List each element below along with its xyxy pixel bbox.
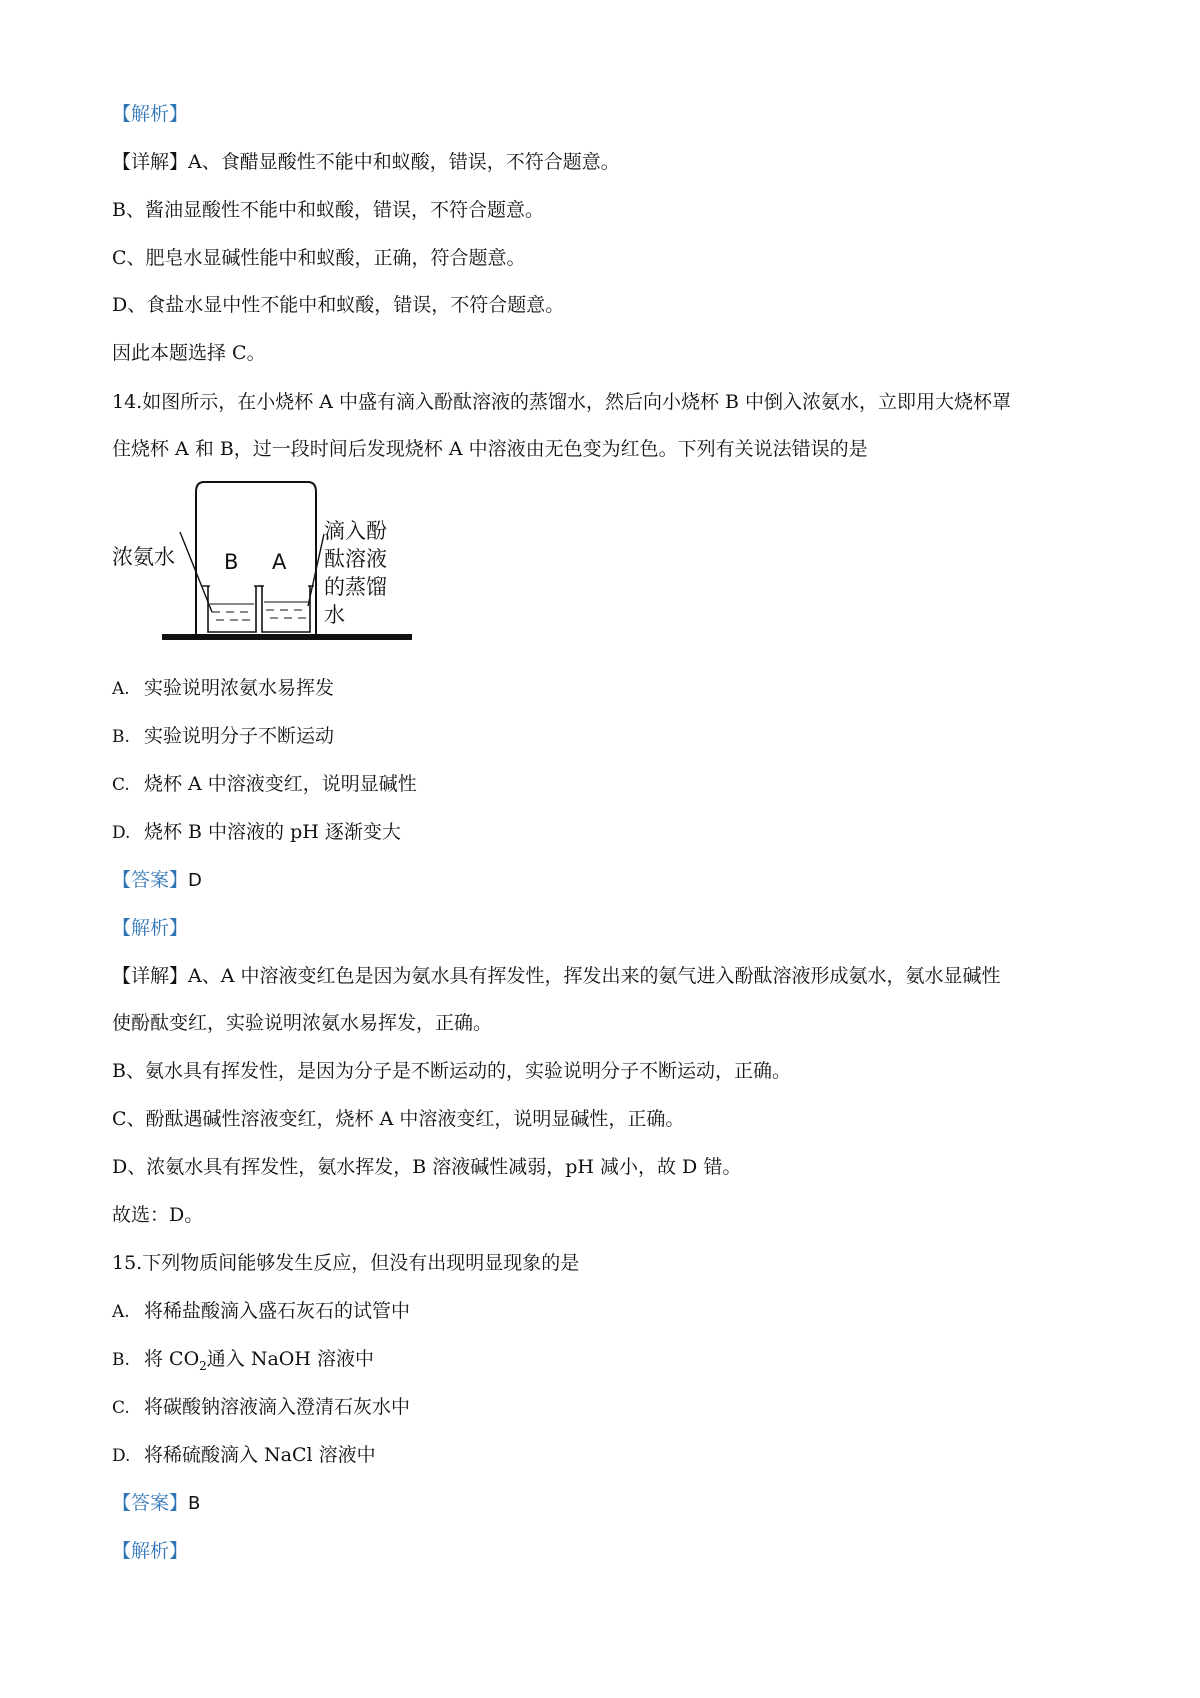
answer-tag: 【答案】 <box>112 1492 189 1514</box>
q15-option-b: B. 将 $CO_2$通入 NaOH 溶液中 <box>112 1348 374 1373</box>
label-b: B <box>224 550 239 574</box>
small-beaker-a <box>258 586 314 632</box>
detail-line-c: C、肥皂水显碱性能中和蚁酸，正确，符合题意。 <box>112 247 526 269</box>
base-plate <box>162 634 412 640</box>
q14-option-d: D. 烧杯 B 中溶液的 pH 逐渐变大 <box>112 821 401 843</box>
q15-analysis-tag: 【解析】 <box>112 1540 189 1562</box>
label-right-2: 酞溶液 <box>324 547 387 571</box>
answer-value: D <box>188 870 202 891</box>
detail-line-a <box>112 149 620 175</box>
detail-text: A、食醋显酸性不能中和蚁酸，错误，不符合题意。 <box>188 151 620 173</box>
detail-tag: 【详解】 <box>112 965 189 987</box>
q15-stem: 15.下列物质间能够发生反应，但没有出现明显现象的是 <box>112 1252 580 1274</box>
q14-answer <box>112 867 202 894</box>
q15-option-c: C. 将碳酸钠溶液滴入澄清石灰水中 <box>112 1396 411 1418</box>
detail-tag: 【详解】 <box>112 151 189 173</box>
label-right-1: 滴入酚 <box>324 519 387 543</box>
conclusion: 因此本题选择 C。 <box>112 342 266 364</box>
q14-detail-d: D、浓氨水具有挥发性，氨水挥发，B 溶液碱性减弱，pH 减小，故 D 错。 <box>112 1156 742 1178</box>
q14-stem-line2: 住烧杯 A 和 B，过一段时间后发现烧杯 A 中溶液由无色变为红色。下列有关说法错误的是 <box>112 438 868 460</box>
detail-line-d: D、食盐水显中性不能中和蚁酸，错误，不符合题意。 <box>112 294 565 316</box>
q14-option-a: A. 实验说明浓氨水易挥发 <box>112 677 335 699</box>
q15-answer <box>112 1490 200 1517</box>
label-ammonia: 浓氨水 <box>112 545 175 569</box>
q14-detail-a-line1: 【详解】A、A 中溶液变红色是因为氨水具有挥发性，挥发出来的氨气进入酚酞溶液形成氨水，氨水显碱性 <box>112 965 1001 987</box>
analysis-tag: 【解析】 <box>112 103 189 125</box>
q15-option-a: A. 将稀盐酸滴入盛石灰石的试管中 <box>112 1300 411 1322</box>
beaker-experiment-figure <box>112 474 412 646</box>
label-right-4: 水 <box>324 603 345 627</box>
answer-value: B <box>188 1493 201 1514</box>
q14-detail-a-line2: 使酚酞变红，实验说明浓氨水易挥发，正确。 <box>112 1012 493 1034</box>
q14-detail-c: C、酚酞遇碱性溶液变红，烧杯 A 中溶液变红，说明显碱性，正确。 <box>112 1108 685 1130</box>
detail-line-b: B、酱油显酸性不能中和蚁酸，错误，不符合题意。 <box>112 199 544 221</box>
label-right-3: 的蒸馏 <box>324 575 387 599</box>
answer-tag: 【答案】 <box>112 869 189 891</box>
q14-conclusion: 故选：D。 <box>112 1204 204 1226</box>
q14-option-c: C. 烧杯 A 中溶液变红，说明显碱性 <box>112 773 417 795</box>
q14-stem-line1: 14.如图所示，在小烧杯 A 中盛有滴入酚酞溶液的蒸馏水，然后向小烧杯 B 中倒入浓氨水，立即用大烧杯罩 <box>112 391 1012 413</box>
label-a: A <box>272 550 287 574</box>
q14-analysis-tag: 【解析】 <box>112 917 189 939</box>
q14-detail-b: B、氨水具有挥发性，是因为分子是不断运动的，实验说明分子不断运动，正确。 <box>112 1060 791 1082</box>
q15-option-d: D. 将稀硫酸滴入 NaCl 溶液中 <box>112 1444 376 1466</box>
q14-option-b: B. 实验说明分子不断运动 <box>112 725 335 747</box>
